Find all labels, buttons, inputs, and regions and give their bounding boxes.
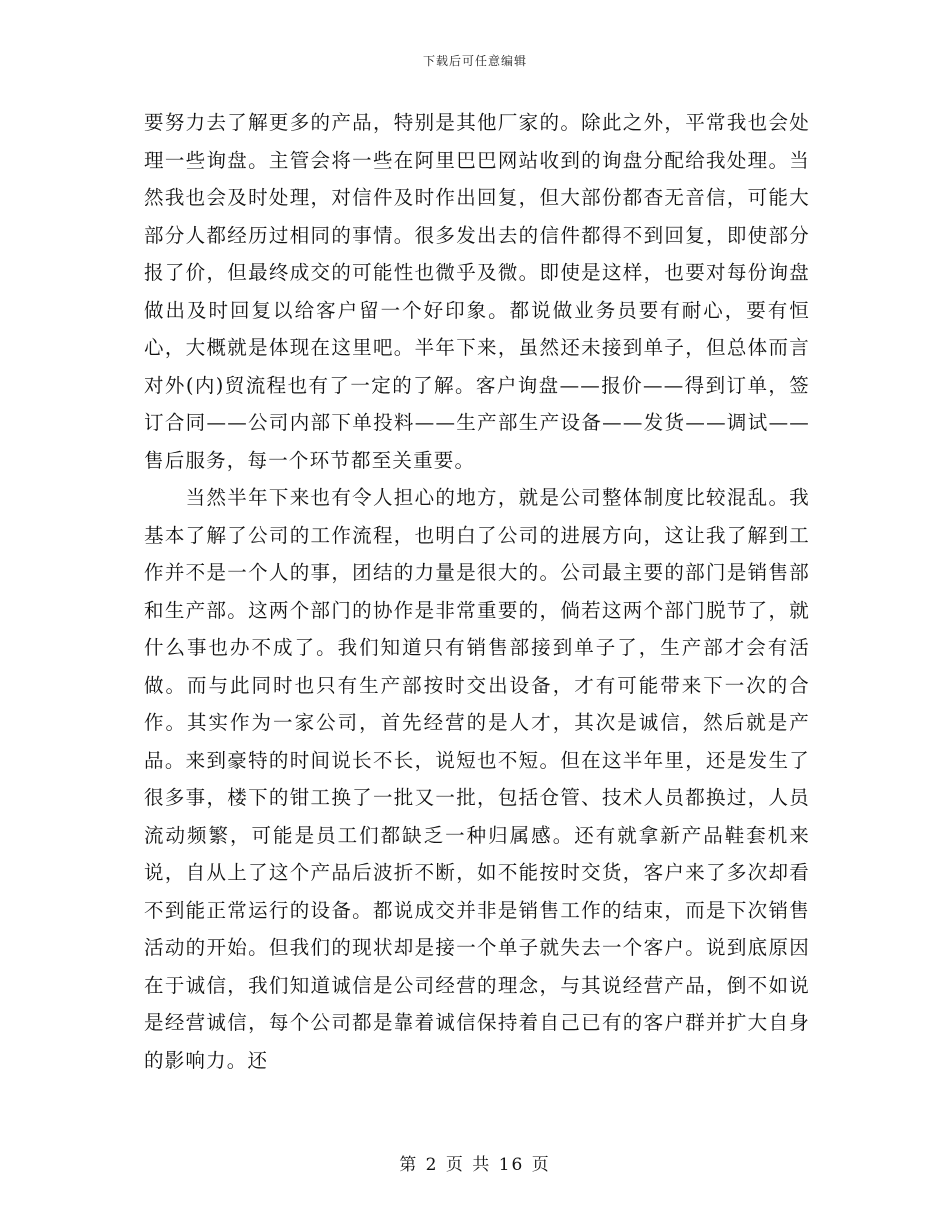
page-number-footer: 第 2 页 共 16 页 bbox=[399, 1155, 551, 1175]
paragraph-1: 要努力去了解更多的产品，特别是其他厂家的。除此之外，平常我也会处理一些询盘。主管会将一些在阿里巴巴网站收到的询盘分配给我处理。当然我也会及时处理，对信件及时作出回复，但大部份都杳无音信，可能大部分人都经历过相同的事情。很多发出去的信件都得不到回复，即使部分报了价，但最终成交的可能性也微乎及微。即使是这样，也要对每份询盘做出及时回复以给客户留一个好印象。都说做业务员要有耐心，要有恒心，大概就是体现在这里吧。半年下来，虽然还未接到单子，但总体而言对外(内)贸流程也有了一定的了解。客户询盘——报价——得到订单，签订合同——公司内部下单投料——生产部生产设备——发货——调试——售后服务，每一个环节都至关重要。 bbox=[144, 111, 810, 472]
paragraph-2: 当然半年下来也有令人担心的地方，就是公司整体制度比较混乱。我基本了解了公司的工作流程，也明白了公司的进展方向，这让我了解到工作并不是一个人的事，团结的力量是很大的。公司最主要的部门是销售部和生产部。这两个部门的协作是非常重要的，倘若这两个部门脱节了，就什么事也办不成了。我们知道只有销售部接到单子了，生产部才会有活做。而与此同时也只有生产部按时交出设备，才有可能带来下一次的合作。其实作为一家公司，首先经营的是人才，其次是诚信，然后就是产品。来到豪特的时间说长不长，说短也不短。但在这半年里，还是发生了很多事，楼下的钳工换了一批又一批，包括仓管、技术人员都换过，人员流动频繁，可能是员工们都缺乏一种归属感。还有就拿新产品鞋套机来说，自从上了这个产品后波折不断，如不能按时交货，客户来了多次却看不到能正常运行的设备。都说成交并非是销售工作的结束，而是下次销售活动的开始。但我们的现状却是接一个单子就失去一个客户。说到底原因在于诚信，我们知道诚信是公司经营的理念，与其说经营产品，倒不如说是经营诚信，每个公司都是靠着诚信保持着自己已有的客户群并扩大自身的影响力。还 bbox=[144, 486, 810, 1072]
document-body bbox=[144, 104, 810, 1079]
page-header: 下载后可任意编辑 bbox=[422, 54, 527, 68]
